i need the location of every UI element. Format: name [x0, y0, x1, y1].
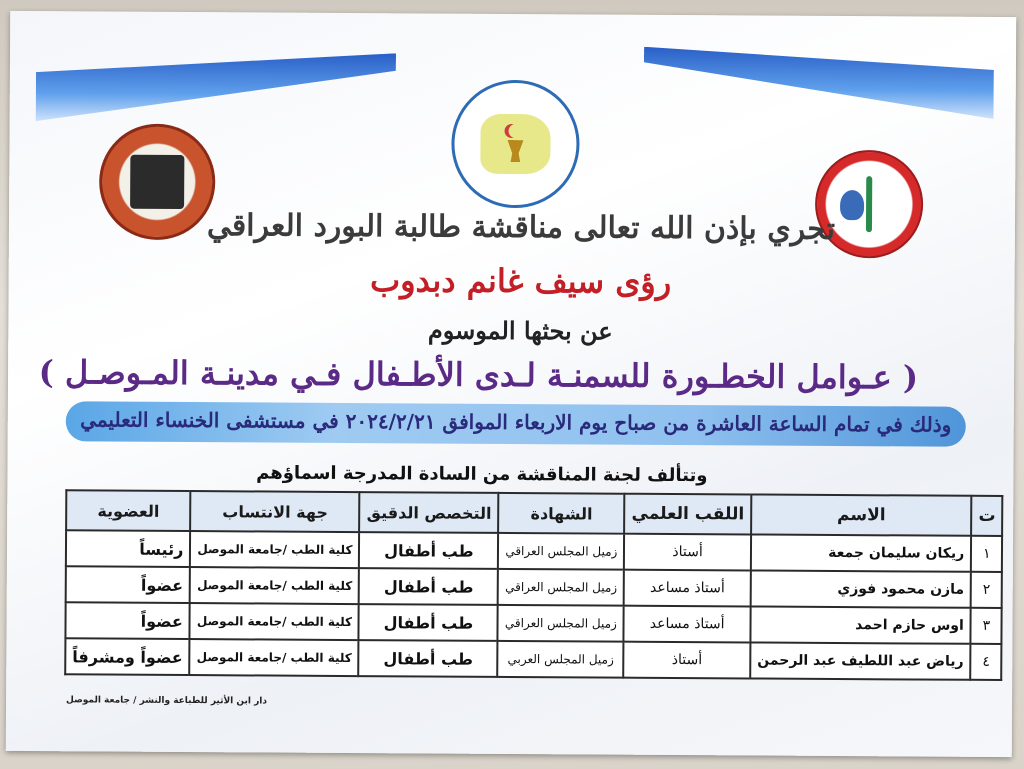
iraq-map-icon: [480, 114, 550, 174]
cell-specialty: طب أطفال: [359, 640, 498, 677]
committee-intro: وتتألف لجنة المناقشة من السادة المدرجة اسماؤهم: [256, 462, 708, 487]
header-name: الاسم: [751, 494, 972, 535]
header-specialty: التخصص الدقيق: [360, 492, 499, 533]
cell-certificate: زميل المجلس العربي: [498, 641, 624, 678]
table-row: [65, 638, 1002, 680]
cell-name: رياض عبد اللطيف عبد الرحمن: [750, 642, 970, 679]
table-row: [65, 602, 1002, 644]
cell-specialty: طب أطفال: [359, 604, 498, 641]
defense-banner: [6, 11, 1017, 757]
cell-academic-title: أستاذ مساعد: [624, 570, 751, 607]
thesis-title: ( عـوامل الخطـورة للسمنـة لـدى الأطـفال فـي مدينـة المـوصـل ): [38, 353, 919, 397]
council-logo: [451, 80, 580, 209]
blue-ribbon-left: [36, 51, 396, 123]
cell-affiliation: كلية الطب /جامعة الموصل: [190, 531, 359, 568]
cell-academic-title: أستاذ: [624, 534, 751, 571]
cell-membership: رئيساً: [66, 530, 191, 567]
schedule-text: وذلك في تمام الساعة العاشرة من صباح يوم الاربعاء الموافق ٢٠٢٤/٢/٢١ في مستشفى الخنساء التعليمي: [80, 407, 952, 437]
cell-certificate: زميل المجلس العراقي: [498, 569, 624, 606]
cell-membership: عضواً: [66, 566, 191, 603]
cell-name: اوس حازم احمد: [750, 606, 970, 643]
table-row: [66, 530, 1003, 572]
cell-certificate: زميل المجلس العراقي: [498, 533, 624, 570]
header-number: ت: [971, 496, 1002, 536]
committee-table: [64, 489, 1003, 681]
cell-certificate: زميل المجلس العراقي: [498, 605, 624, 642]
cell-number: ٤: [970, 644, 1001, 680]
cell-name: مازن محمود فوزي: [751, 570, 971, 607]
university-building-icon: [130, 155, 184, 209]
cell-name: ريكان سليمان جمعة: [751, 534, 971, 571]
header-academic-title: اللقب العلمي: [624, 494, 751, 535]
cell-membership: عضواً: [65, 602, 190, 639]
cell-specialty: طب أطفال: [359, 532, 498, 569]
header-certificate: الشهادة: [498, 493, 624, 534]
cell-academic-title: أستاذ: [624, 642, 751, 679]
cell-number: ١: [971, 536, 1002, 572]
header-affiliation: جهة الانتساب: [190, 491, 359, 532]
announcement-line: تجري بإذن الله تعالى مناقشة طالبة البورد العراقي: [206, 208, 836, 247]
student-name: رؤى سيف غانم دبدوب: [369, 261, 672, 301]
table-header-row: [66, 490, 1003, 536]
cup-icon: [507, 140, 523, 162]
blue-ribbon-right: [644, 47, 994, 119]
cell-membership: عضواً ومشرفاً: [65, 638, 190, 675]
research-intro: عن بحثها الموسوم: [427, 315, 613, 346]
cell-affiliation: كلية الطب /جامعة الموصل: [190, 603, 359, 640]
printer-credit: دار ابن الأثير للطباعة والنشر / جامعة الموصل: [66, 695, 268, 707]
crescent-icon: [509, 124, 523, 138]
cell-specialty: طب أطفال: [359, 568, 498, 605]
cell-academic-title: أستاذ مساعد: [624, 606, 751, 643]
cell-affiliation: كلية الطب /جامعة الموصل: [190, 567, 359, 604]
cell-number: ٣: [971, 608, 1002, 644]
header-membership: العضوية: [66, 490, 191, 531]
cell-number: ٢: [971, 572, 1002, 608]
table-row: [66, 566, 1003, 608]
cell-affiliation: كلية الطب /جامعة الموصل: [190, 639, 359, 676]
